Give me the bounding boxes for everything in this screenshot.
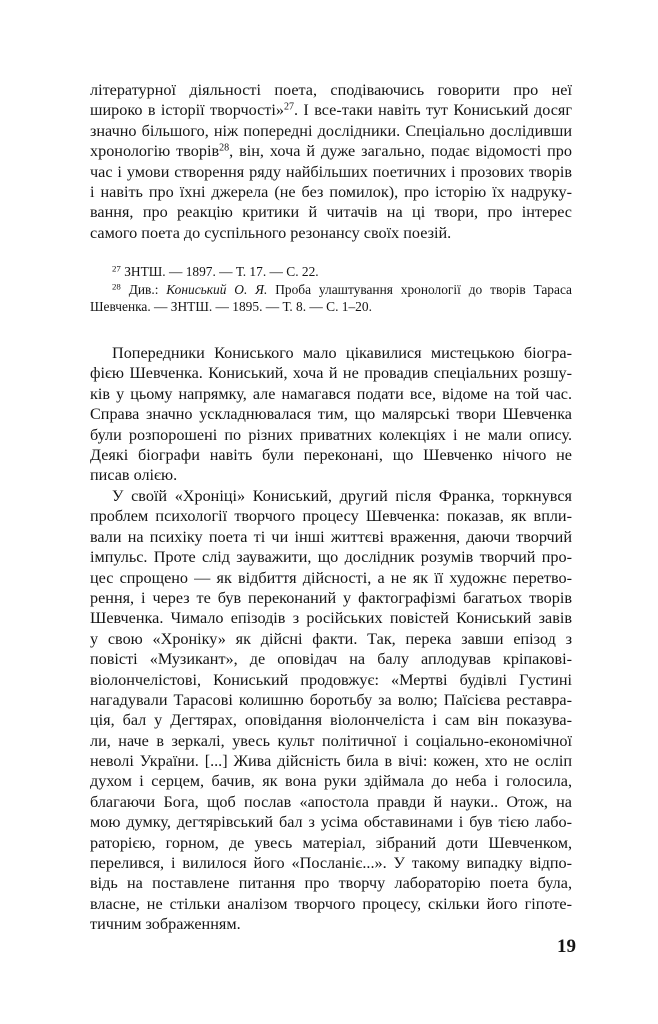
text-line: вали на психіку поета ті чи інші життєві враження, даючи творчий <box>90 527 572 546</box>
paragraph-two <box>90 343 572 486</box>
text-line: писав олією. <box>90 466 178 485</box>
paragraph-three <box>90 486 572 935</box>
text-line: Попередники Кониського мало цікавилися мистецькою біогра- <box>112 344 572 362</box>
text-line: літературної діяльності поета, сподіваючись говорити про неї <box>90 81 572 99</box>
text-line <box>90 100 572 120</box>
text-line: ція, бал у Дегтярах, оповідання віолончеліста і сам він показува- <box>90 711 572 730</box>
text-line: перелився, і вилилося його «Посланіє...». У такому випадку відпо- <box>90 854 572 873</box>
text-line: віолончелістові, Кониський продовжує: «Мертві будівлі Густині <box>90 670 572 689</box>
text-line: вання, про реакцію критики й читачів на ці твори, про інтерес <box>90 203 572 222</box>
paragraph-top <box>90 80 572 243</box>
text-segment: хронологію творів <box>90 142 220 161</box>
text-line: час і умови створення ряду найбільших поетичних і прозових творів <box>90 162 572 181</box>
footnote-prefix: Див.: <box>128 281 167 297</box>
text-line: У своїй «Хроніці» Кониський, другий після Франка, торкнувся <box>112 487 572 505</box>
text-line: значно більшого, ніж попередні дослідники. Спеціально дослідивши <box>90 121 572 140</box>
footnote-28 <box>90 281 572 299</box>
footnote-text: ЗНТШ. — 1897. — Т. 17. — С. 22. <box>124 264 319 279</box>
text-line: самого поета до суспільного резонансу своїх поезій. <box>90 223 452 242</box>
text-line: Справа значно ускладнювалася тим, що малярські твори Шевченка <box>90 405 572 424</box>
text-line: проблем психології творчого процесу Шевченка: показав, як впли- <box>90 507 572 526</box>
text-line <box>90 141 572 161</box>
text-line: благаючи Бога, щоб послав «апостола правди й науки.. Отож, на <box>90 792 572 811</box>
text-line: фією Шевченка. Кониський, хоча й не провадив спеціальних розшу- <box>90 364 572 383</box>
text-line: ли, наче в зеркалі, увесь культ політичної і соціально-економічної <box>90 731 572 750</box>
footnote-text: Проба улаштування хронології до творів Тараса <box>267 281 572 297</box>
text-line: цес спрощено — як відбиття дійсності, а не як її художнє перетво- <box>90 568 572 587</box>
footnote-28-continued: Шевченка. — ЗНТШ. — 1895. — Т. 8. — С. 1–20. <box>90 299 372 315</box>
footnote-27 <box>90 263 572 281</box>
text-segment: , він, хоча й дуже загально, подає відомості про <box>229 142 572 161</box>
text-line: у свою «Хроніку» як дійсні факти. Так, перека завши епізод з <box>90 629 572 648</box>
text-line: неволі України. [...] Жива дійсність била в вічі: кожен, хто не осліп <box>90 752 572 771</box>
text-line: ків у цьому напрямку, але намагався подати все, відоме на той час. <box>90 384 572 403</box>
text-segment: широко в історії творчості» <box>90 101 284 120</box>
text-line: рення, і через те був переконаний у фактографізмі багатьох творів <box>90 588 572 607</box>
text-line: тичним зображенням. <box>90 915 241 934</box>
text-line: раторією, горном, де увесь матеріал, зібраний доти Шевченком, <box>90 833 572 852</box>
footnote-author: Кониський О. Я. <box>166 281 268 297</box>
footnote-number: 27 <box>112 263 121 274</box>
footnote-ref-28: 28 <box>219 142 230 154</box>
text-line: імпульс. Проте слід зауважити, що дослідник розумів творчий про- <box>90 548 572 567</box>
text-line: і навіть про їхні джерела (не без помилок), про історію їх надруку- <box>90 182 572 201</box>
footnote-ref-27: 27 <box>283 101 294 113</box>
text-line: мою думку, дегтярівський бал з усіма обставинами і був тією лабо- <box>90 813 572 832</box>
text-line: повісті «Музикант», де оповідач на балу аплодував кріпакові- <box>90 650 572 669</box>
text-line: відь на поставлене питання про творчу лабораторію поета була, <box>90 874 572 893</box>
text-line: Шевченка. Чимало епізодів з російських повістей Кониський завів <box>90 609 572 628</box>
text-line: власне, не стільки аналізом творчого процесу, скільки його гіпоте- <box>90 894 572 913</box>
text-segment: . І все-таки навіть тут Кониський досяг <box>293 101 572 120</box>
text-line: нагадували Тарасові колишню боротьбу за волю; Паїсієва реставра- <box>90 690 572 709</box>
text-line: Деякі біографи навіть були переконані, що Шевченко нічого не <box>90 445 572 464</box>
footnote-number: 28 <box>112 281 121 292</box>
text-line: духом і серцем, бачив, як вона руки здіймала до неба і голосила, <box>90 772 572 791</box>
text-line: були розпорошені по різних приватних колекціях і не мали опису. <box>90 425 572 444</box>
footnotes <box>90 263 572 316</box>
page-number: 19 <box>557 936 576 957</box>
